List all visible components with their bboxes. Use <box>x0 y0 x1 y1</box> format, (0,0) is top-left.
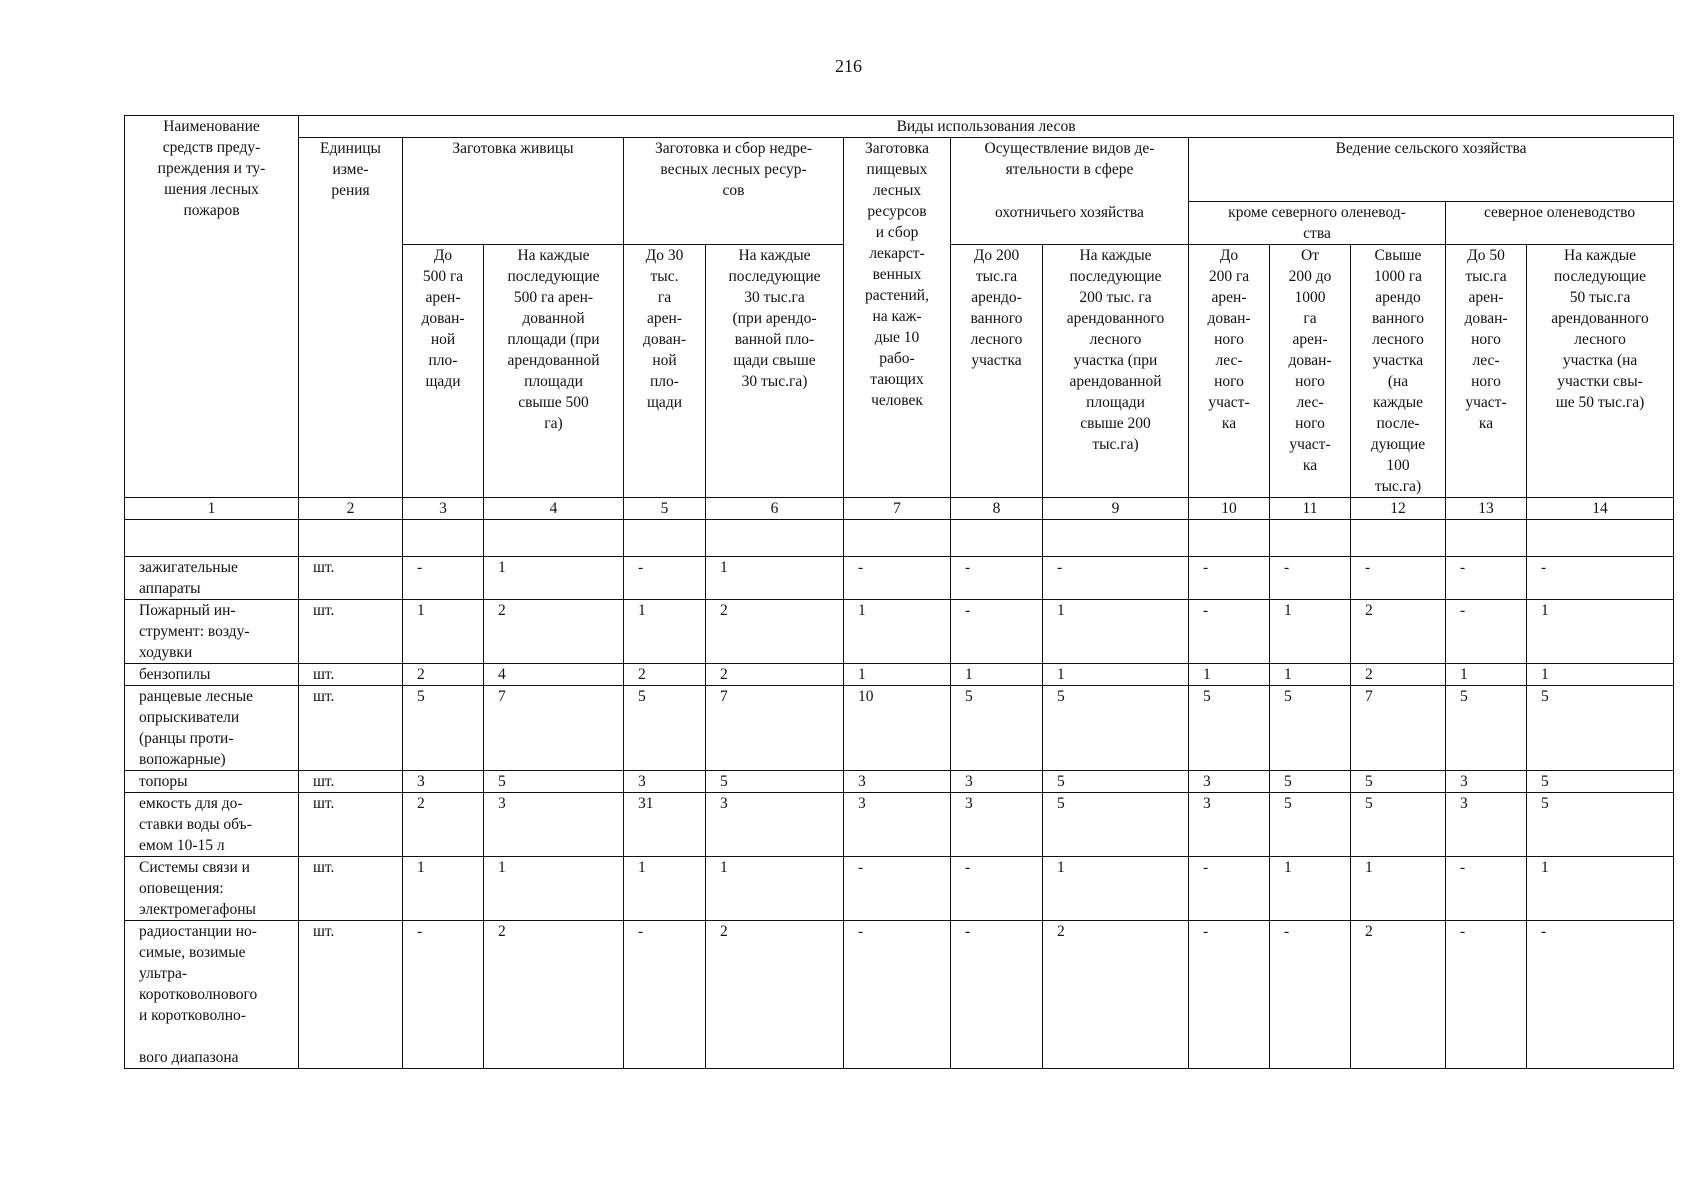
row-value: 1 <box>403 600 484 664</box>
row-value: - <box>1446 557 1527 600</box>
row-value: 5 <box>1270 686 1351 771</box>
row-unit: шт. <box>299 686 403 771</box>
page-number: 216 <box>835 56 862 76</box>
table-row <box>125 793 1674 857</box>
row-value: 1 <box>844 664 951 686</box>
column-number: 14 <box>1527 498 1674 520</box>
row-value: 1 <box>403 857 484 921</box>
row-value: 3 <box>403 771 484 793</box>
row-value: 1 <box>1270 857 1351 921</box>
column-number: 1 <box>125 498 299 520</box>
header-sub-8: До 200 тыс.га арендо- ванного лесного участка <box>951 245 1043 498</box>
row-name: Пожарный ин- струмент: возду- ходувки <box>125 600 299 664</box>
header-sub-4: На каждые последующие 500 га арен- дованной площади (при арендованной площади свыше 500 га) <box>484 245 624 498</box>
row-value: 7 <box>484 686 624 771</box>
row-value: 5 <box>484 771 624 793</box>
row-value: 5 <box>1446 686 1527 771</box>
row-value: 3 <box>484 793 624 857</box>
row-value: 3 <box>1446 771 1527 793</box>
header-sub-14: На каждые последующие 50 тыс.га арендованного лесного участка (на участки свы- ше 50 тыс.га) <box>1527 245 1674 498</box>
row-value: 5 <box>624 686 706 771</box>
column-number: 3 <box>403 498 484 520</box>
table-row <box>125 857 1674 921</box>
fire-equipment-table <box>124 115 1674 1069</box>
row-value: 3 <box>1189 793 1270 857</box>
row-unit: шт. <box>299 771 403 793</box>
column-number: 12 <box>1351 498 1446 520</box>
row-value: - <box>1189 557 1270 600</box>
row-value: 3 <box>706 793 844 857</box>
row-value: 1 <box>1351 857 1446 921</box>
row-name: радиостанции но- симые, возимые ультра- коротковолнового и коротковолно- вого диапазона <box>125 921 299 1069</box>
row-value: 3 <box>1189 771 1270 793</box>
header-hunting-top: Осуществление видов де- ятельности в сфере <box>951 138 1189 202</box>
row-value: 1 <box>484 857 624 921</box>
header-sub-11: От 200 до 1000 га арен- дован- ного лес- ного участ- ка <box>1270 245 1351 498</box>
header-sub-9: На каждые последующие 200 тыс. га арендованного лесного участка (при арендованной площади свыше 200 тыс.га) <box>1043 245 1189 498</box>
row-value: 10 <box>844 686 951 771</box>
row-value: 1 <box>1270 664 1351 686</box>
column-number: 5 <box>624 498 706 520</box>
header-sub-13: До 50 тыс.га арен- дован- ного лес- ного участ- ка <box>1446 245 1527 498</box>
row-value: - <box>1270 557 1351 600</box>
column-number: 10 <box>1189 498 1270 520</box>
row-unit: шт. <box>299 600 403 664</box>
column-number: 13 <box>1446 498 1527 520</box>
row-value: 2 <box>1351 664 1446 686</box>
row-value: 1 <box>484 557 624 600</box>
header-agri-non-reindeer: кроме северного оленевод- ства <box>1189 202 1446 245</box>
data-rows <box>125 557 1674 1069</box>
row-value: 2 <box>1351 600 1446 664</box>
header-sub-12: Свыше 1000 га арендо ванного лесного участка (на каждые после- дующие 100 тыс.га) <box>1351 245 1446 498</box>
row-value: 1 <box>624 600 706 664</box>
column-number: 2 <box>299 498 403 520</box>
row-value: - <box>1446 921 1527 1069</box>
row-value: - <box>1446 600 1527 664</box>
header-sub-3: До 500 га арен- дован- ной пло- щади <box>403 245 484 498</box>
row-value: - <box>1270 921 1351 1069</box>
header-resin: Заготовка живицы <box>403 138 624 202</box>
table-row <box>125 664 1674 686</box>
row-value: - <box>951 557 1043 600</box>
row-unit: шт. <box>299 664 403 686</box>
row-value: - <box>1446 857 1527 921</box>
column-number: 9 <box>1043 498 1189 520</box>
row-unit: шт. <box>299 921 403 1069</box>
row-value: 5 <box>1270 793 1351 857</box>
row-value: 1 <box>1527 600 1674 664</box>
row-value: 3 <box>844 771 951 793</box>
row-value: - <box>403 921 484 1069</box>
header-sub-10: До 200 га арен- дован- ного лес- ного участ- ка <box>1189 245 1270 498</box>
row-value: 1 <box>951 664 1043 686</box>
row-value: - <box>1189 600 1270 664</box>
row-value: 1 <box>1270 600 1351 664</box>
row-value: 7 <box>706 686 844 771</box>
empty-row <box>125 520 1674 557</box>
row-value: - <box>951 857 1043 921</box>
row-value: - <box>624 557 706 600</box>
header-nontimber: Заготовка и сбор недре- весных лесных ресур- сов <box>624 138 844 202</box>
row-value: 1 <box>1189 664 1270 686</box>
header-agri-reindeer: северное оленеводство <box>1446 202 1674 245</box>
row-value: 3 <box>1446 793 1527 857</box>
row-value: - <box>624 921 706 1069</box>
header-agri: Ведение сельского хозяйства <box>1189 138 1674 202</box>
row-value: - <box>1527 557 1674 600</box>
row-value: - <box>1527 921 1674 1069</box>
row-value: 1 <box>1527 664 1674 686</box>
row-value: 1 <box>1527 857 1674 921</box>
row-value: 3 <box>951 771 1043 793</box>
row-value: - <box>844 557 951 600</box>
row-value: 2 <box>706 664 844 686</box>
row-value: 5 <box>1351 771 1446 793</box>
row-value: 7 <box>1351 686 1446 771</box>
row-value: 1 <box>844 600 951 664</box>
row-value: 2 <box>706 921 844 1069</box>
row-value: 2 <box>706 600 844 664</box>
header-hunting-bottom: охотничьего хозяйства <box>951 202 1189 245</box>
column-number: 8 <box>951 498 1043 520</box>
row-value: 5 <box>1043 793 1189 857</box>
row-value: 5 <box>1043 686 1189 771</box>
row-value: - <box>1189 857 1270 921</box>
row-value: 1 <box>1446 664 1527 686</box>
table-row <box>125 600 1674 664</box>
table-row <box>125 557 1674 600</box>
header-sub-6: На каждые последующие 30 тыс.га (при арендо- ванной пло- щади свыше 30 тыс.га) <box>706 245 844 498</box>
row-name: Системы связи и оповещения: электромегафоны <box>125 857 299 921</box>
row-unit: шт. <box>299 557 403 600</box>
row-value: 1 <box>706 857 844 921</box>
row-name: ранцевые лесные опрыскиватели (ранцы проти- вопожарные) <box>125 686 299 771</box>
row-name: топоры <box>125 771 299 793</box>
row-value: 2 <box>484 921 624 1069</box>
row-value: - <box>844 857 951 921</box>
row-unit: шт. <box>299 857 403 921</box>
row-value: - <box>951 921 1043 1069</box>
header-units: Единицы изме- рения <box>299 138 403 498</box>
row-name: емкость для до- ставки воды объ- емом 10-15 л <box>125 793 299 857</box>
row-value: - <box>1351 557 1446 600</box>
row-name: зажигательные аппараты <box>125 557 299 600</box>
row-value: 3 <box>951 793 1043 857</box>
header-sub-5: До 30 тыс. га арен- дован- ной пло- щади <box>624 245 706 498</box>
row-value: 2 <box>1043 921 1189 1069</box>
row-value: - <box>1043 557 1189 600</box>
row-value: 1 <box>624 857 706 921</box>
column-number: 6 <box>706 498 844 520</box>
row-value: 2 <box>624 664 706 686</box>
row-value: 5 <box>1527 771 1674 793</box>
row-value: 1 <box>1043 857 1189 921</box>
row-value: - <box>403 557 484 600</box>
row-value: 1 <box>1043 600 1189 664</box>
row-value: 3 <box>624 771 706 793</box>
header-resin-gap <box>403 202 624 245</box>
row-value: 3 <box>844 793 951 857</box>
row-value: - <box>1189 921 1270 1069</box>
row-value: 5 <box>1351 793 1446 857</box>
row-value: 5 <box>1527 793 1674 857</box>
table-row <box>125 921 1674 1069</box>
row-value: 2 <box>484 600 624 664</box>
row-value: 5 <box>1270 771 1351 793</box>
column-number-row <box>125 498 1674 520</box>
column-number: 11 <box>1270 498 1351 520</box>
row-value: 5 <box>1189 686 1270 771</box>
row-value: - <box>951 600 1043 664</box>
row-value: 5 <box>403 686 484 771</box>
row-value: 2 <box>403 793 484 857</box>
table-row <box>125 771 1674 793</box>
row-value: 31 <box>624 793 706 857</box>
row-value: 5 <box>1043 771 1189 793</box>
row-value: 2 <box>403 664 484 686</box>
table-row <box>125 686 1674 771</box>
row-value: 5 <box>706 771 844 793</box>
row-value: 2 <box>1351 921 1446 1069</box>
header-food: Заготовка пищевых лесных ресурсов и сбор лекарст- венных растений, на каж- дые 10 рабо- тающих человек <box>844 138 951 498</box>
column-number: 7 <box>844 498 951 520</box>
column-number: 4 <box>484 498 624 520</box>
row-value: 4 <box>484 664 624 686</box>
row-value: 5 <box>951 686 1043 771</box>
row-value: 1 <box>1043 664 1189 686</box>
row-value: - <box>844 921 951 1069</box>
row-value: 1 <box>706 557 844 600</box>
header-types: Виды использования лесов <box>299 116 1674 138</box>
row-unit: шт. <box>299 793 403 857</box>
row-name: бензопилы <box>125 664 299 686</box>
header-name: Наименование средств преду- преждения и ту- шения лесных пожаров <box>125 116 299 498</box>
header-nontimber-gap <box>624 202 844 245</box>
row-value: 5 <box>1527 686 1674 771</box>
